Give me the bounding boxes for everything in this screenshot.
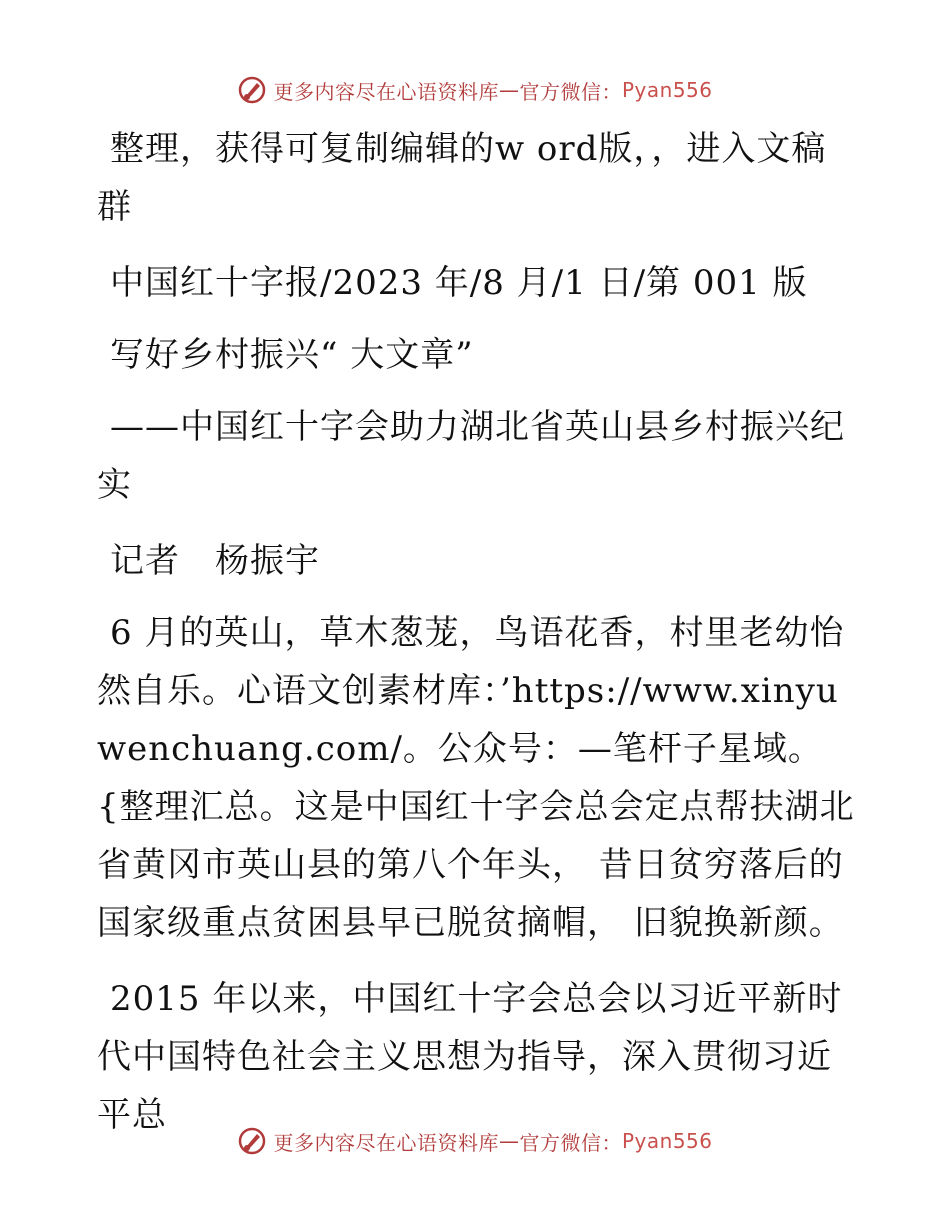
watermark-account: Pyan556 [621,1129,713,1153]
paragraph-body-1: 6 月的英山，草木葱茏，鸟语花香，村里老幼怡然自乐。心语文创素材库：’https://www.xinyuwenchuang.com/。公众号：—笔杆子星域。{整理汇总。这是中国红十字会总会定点帮扶湖北省黄冈市英山县的第八个年头， 昔日贫穷落后的国家级重点贫困县早已脱贫摘帽， 旧貌换新颜。 [97,613,855,943]
watermark-separator: — [498,1129,520,1153]
watermark-official: 官方微信： [519,1130,622,1155]
brush-logo-icon [237,75,267,105]
paragraph-intro: 整理，获得可复制编辑的w ord版，，进入文稿群 [97,129,827,227]
article-title: 写好乡村振兴“ 大文章” [110,335,474,375]
watermark-separator: — [498,78,520,102]
brush-logo-icon [237,1126,267,1156]
watermark-text: 更多内容尽在心语资料库 [273,1130,499,1155]
watermark-text: 更多内容尽在心语资料库 [273,79,499,104]
article-byline: 记者 杨振宇 [110,541,320,581]
document-body [97,120,857,1162]
footer-watermark [0,1121,950,1161]
watermark-account: Pyan556 [621,78,713,102]
watermark-official: 官方微信： [519,79,622,104]
article-subtitle: ——中国红十字会助力湖北省英山县乡村振兴纪实 [97,407,845,505]
paragraph-source: 中国红十字报/2023 年/8 月/1 日/第 001 版 [110,263,808,303]
paragraph-body-2: 2015 年以来，中国红十字会总会以习近平新时代中国特色社会主义思想为指导，深入贯彻习近平总 [97,979,843,1135]
header-watermark [0,70,950,110]
